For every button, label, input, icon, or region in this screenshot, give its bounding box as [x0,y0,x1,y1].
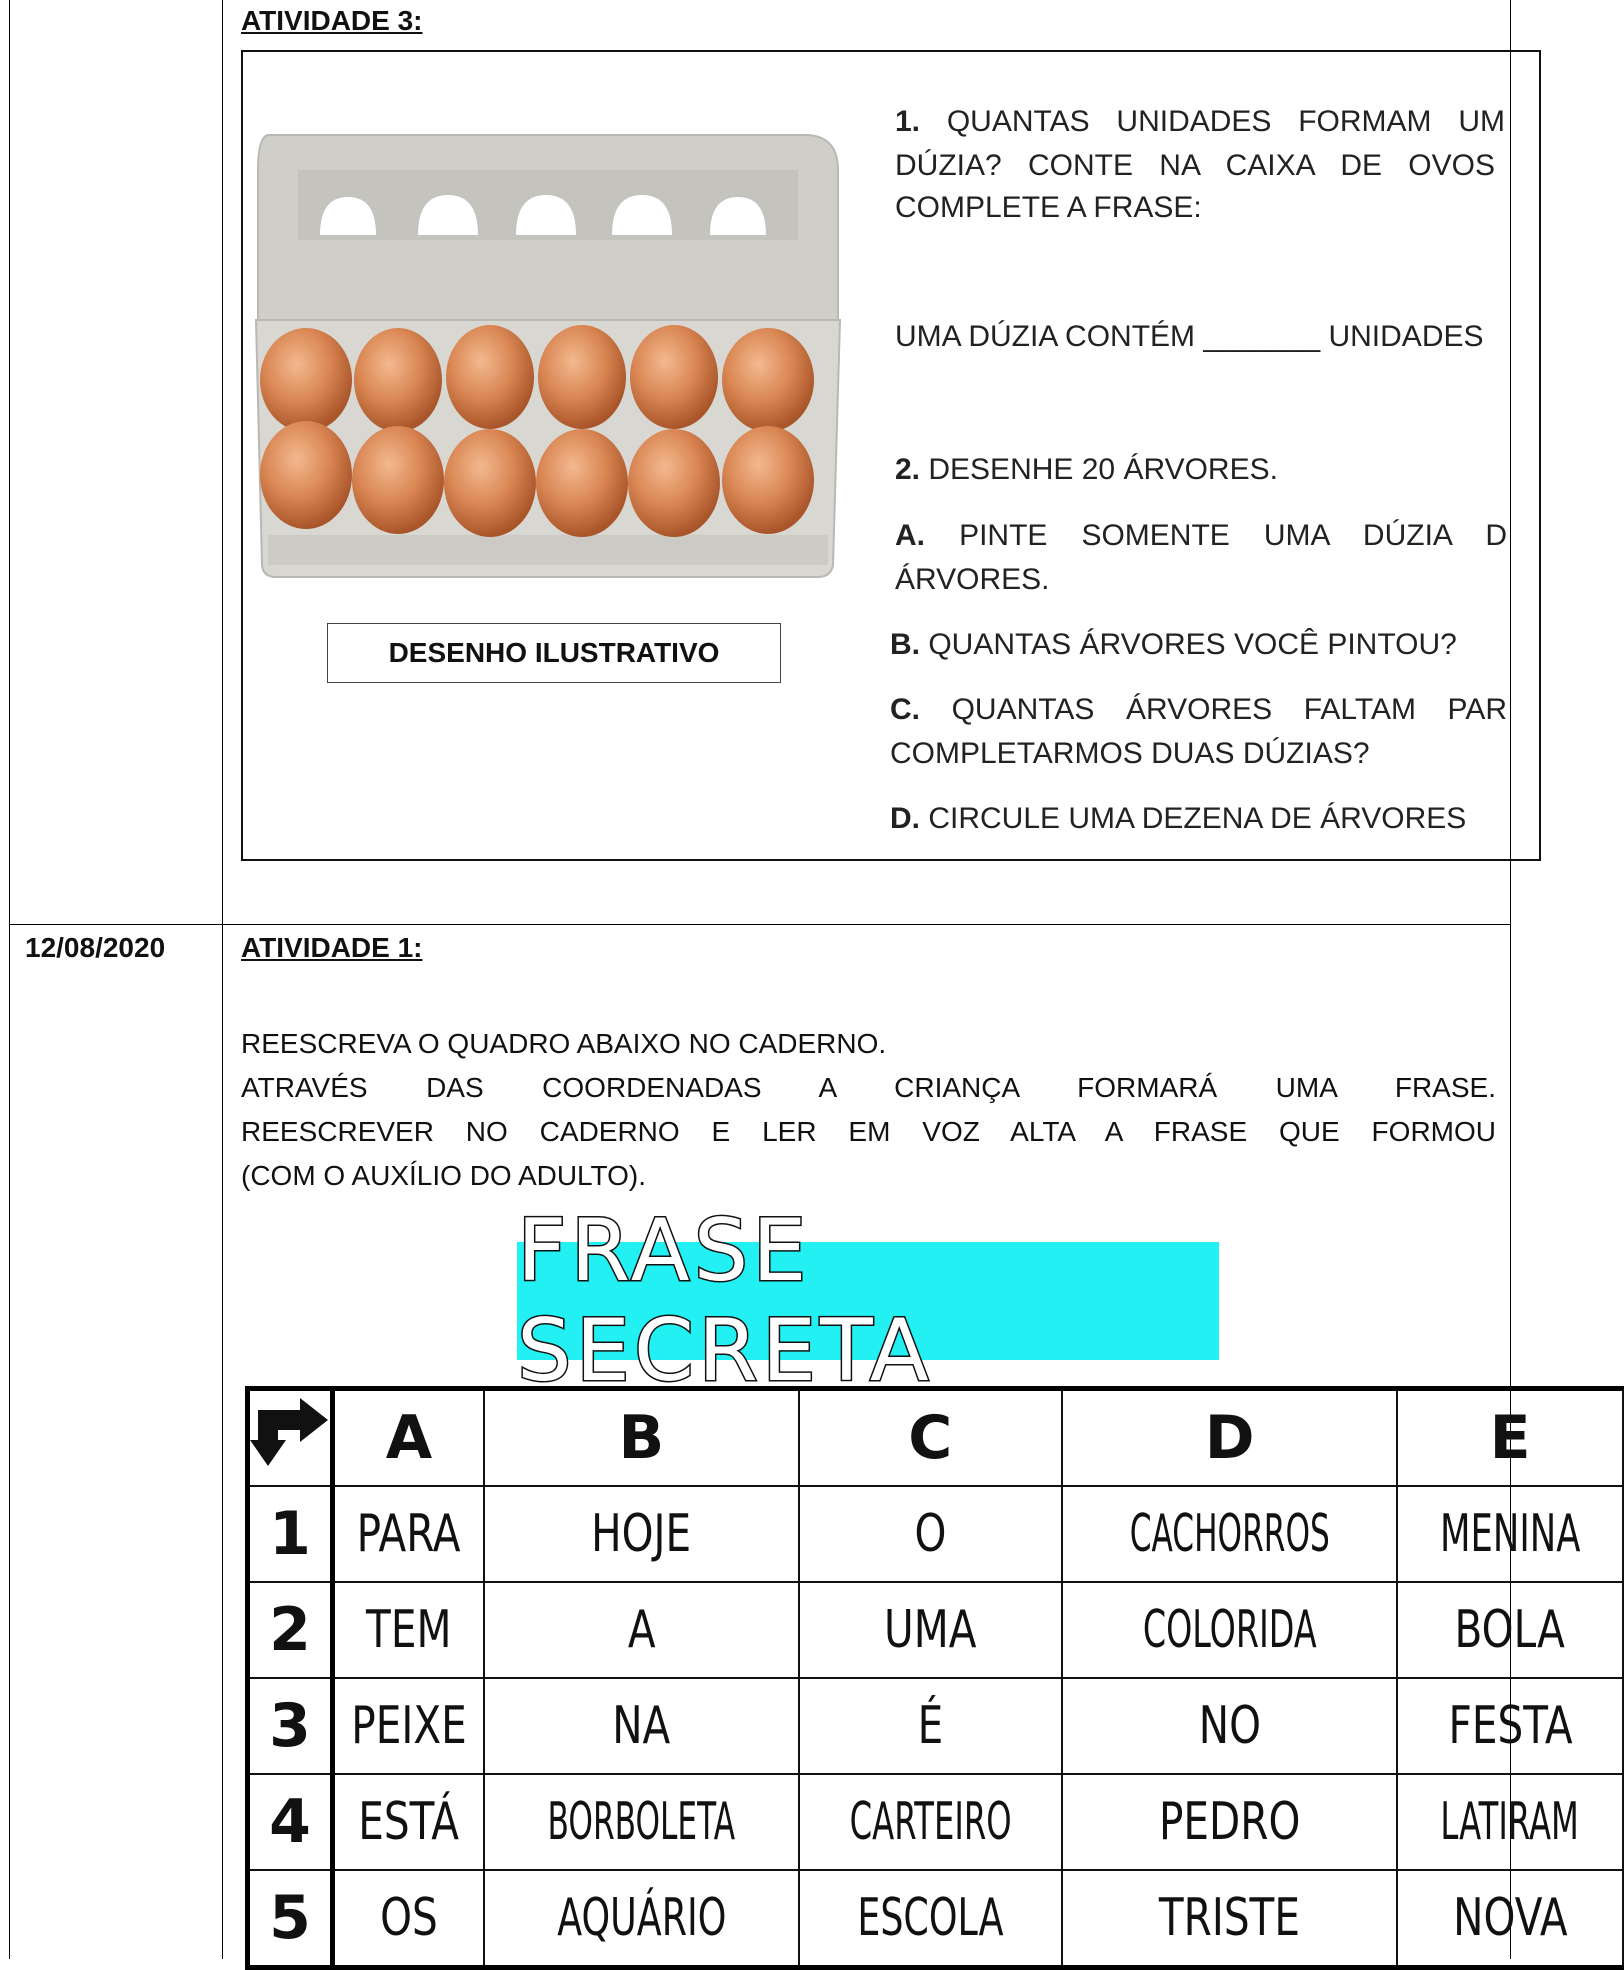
question-1-line-3: COMPLETE A FRASE: [895,191,1202,224]
instruction-line-3: REESCREVER NO CADERNO E LER EM VOZ ALTA A FRASE QUE FORMOU [241,1116,1496,1147]
grid-cell: É [799,1678,1062,1774]
column-header-e: E [1397,1389,1622,1487]
frase-secreta-banner [517,1201,1219,1401]
grid-cell: O [799,1486,1062,1582]
question-2a-line-2: ÁRVORES. [895,563,1050,596]
grid-cell: PEIXE [333,1678,485,1774]
row-number: 2 [248,1582,333,1678]
activity1-heading: ATIVIDADE 1: [241,932,423,963]
secret-phrase-grid [245,1386,1624,1970]
turn-arrow-icon [250,1396,330,1466]
banner-title: FRASE SECRETA [517,1201,933,1401]
question-1-fill-in: UMA DÚZIA CONTÉM _______ UNIDADES [895,320,1484,353]
grid-cell: LATIRAM [1397,1774,1622,1870]
grid-row-2 [248,1582,1623,1678]
grid-cell: AQUÁRIO [484,1870,799,1968]
instruction-line-4: (COM O AUXÍLIO DO ADULTO). [241,1160,647,1191]
table-border-left [9,0,10,1959]
question-2c-line-2: COMPLETARMOS DUAS DÚZIAS? [890,737,1370,770]
grid-cell: BOLA [1397,1582,1622,1678]
activity1-date: 12/08/2020 [25,932,166,963]
grid-row-4 [248,1774,1623,1870]
question-2d: D. CIRCULE UMA DEZENA DE ÁRVORES [890,802,1467,835]
instruction-line-1: REESCREVA O QUADRO ABAIXO NO CADERNO. [241,1028,887,1059]
grid-header-row [248,1389,1623,1487]
question-2a-line-1: A. PINTE SOMENTE UMA DÚZIA D [895,519,1507,552]
instruction-line-2: ATRAVÉS DAS COORDENADAS A CRIANÇA FORMARÁ UMA FRASE. [241,1072,1496,1103]
corner-arrow-cell [248,1389,333,1487]
column-header-a: A [333,1389,485,1487]
grid-cell: CARTEIRO [799,1774,1062,1870]
grid-cell: FESTA [1397,1678,1622,1774]
row-number: 1 [248,1486,333,1582]
grid-row-5 [248,1870,1623,1968]
question-2c-line-1: C. QUANTAS ÁRVORES FALTAM PAR [890,693,1507,726]
question-1-line-2: DÚZIA? CONTE NA CAIXA DE OVOS [895,149,1495,182]
grid-cell: NA [484,1678,799,1774]
grid-cell: TRISTE [1062,1870,1398,1968]
grid-cell: MENINA [1397,1486,1622,1582]
row-number: 4 [248,1774,333,1870]
grid-cell: HOJE [484,1486,799,1582]
grid-cell: A [484,1582,799,1678]
column-header-d: D [1062,1389,1398,1487]
grid-row-1 [248,1486,1623,1582]
table-border-column [222,0,223,1959]
grid-row-3 [248,1678,1623,1774]
grid-cell: COLORIDA [1062,1582,1398,1678]
activity3-heading: ATIVIDADE 3: [241,5,423,36]
question-2b: B. QUANTAS ÁRVORES VOCÊ PINTOU? [890,628,1457,661]
question-2: 2. DESENHE 20 ÁRVORES. [895,453,1278,486]
grid-cell: ESTÁ [333,1774,485,1870]
row-divider [9,924,1511,925]
row-number: 3 [248,1678,333,1774]
grid-cell: NO [1062,1678,1398,1774]
grid-cell: TEM [333,1582,485,1678]
grid-cell: ESCOLA [799,1870,1062,1968]
grid-cell: PEDRO [1062,1774,1398,1870]
egg-carton-illustration [248,125,848,585]
grid-cell: OS [333,1870,485,1968]
grid-cell: NOVA [1397,1870,1622,1968]
grid-cell: BORBOLETA [484,1774,799,1870]
question-1-line-1: 1. QUANTAS UNIDADES FORMAM UM [895,105,1505,138]
illustration-caption: DESENHO ILUSTRATIVO [327,623,781,683]
column-header-b: B [484,1389,799,1487]
column-header-c: C [799,1389,1062,1487]
row-number: 5 [248,1870,333,1968]
grid-cell: PARA [333,1486,485,1582]
grid-cell: CACHORROS [1062,1486,1398,1582]
grid-cell: UMA [799,1582,1062,1678]
